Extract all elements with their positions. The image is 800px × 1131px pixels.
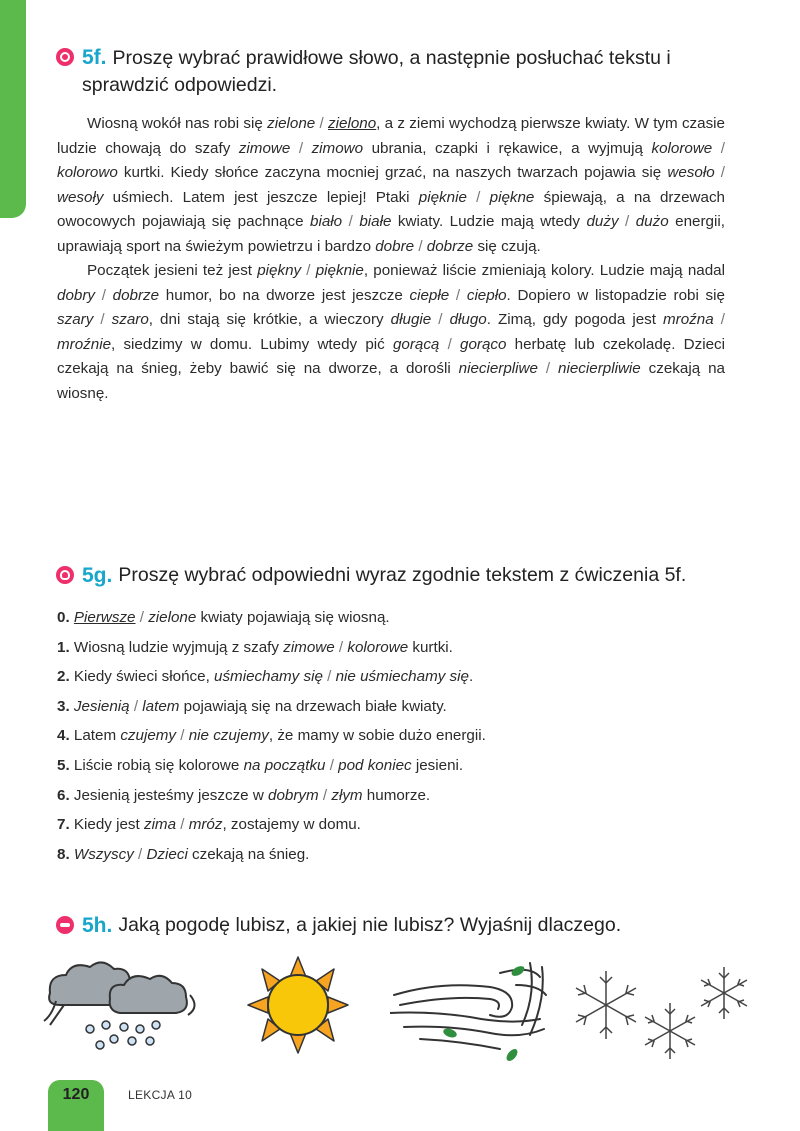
option-separator: / xyxy=(135,609,149,626)
text-segment: humor, bo na dworze jest jeszcze xyxy=(159,286,410,304)
item-number: 7. xyxy=(57,816,74,834)
sun-icon xyxy=(236,955,360,1055)
word-option: ciepło xyxy=(466,286,507,304)
option-separator: / xyxy=(301,262,316,279)
text-segment: . Dopiero w listopadzie robi się xyxy=(506,286,725,304)
speak-icon xyxy=(56,916,74,934)
word-option: na początku xyxy=(243,756,326,774)
text-segment: Jesienią jesteśmy jeszcze w xyxy=(73,786,269,804)
text-segment: , że mamy w sobie dużo energii. xyxy=(268,727,486,745)
list-item[interactable] xyxy=(57,662,757,692)
text-segment: ubrania, czapki i rękawice, a wyjmują xyxy=(363,139,652,157)
text-segment: . xyxy=(468,668,474,686)
text-segment: Wiosną ludzie wyjmują z szafy xyxy=(73,638,284,656)
word-option: zielone xyxy=(148,609,197,626)
word-option: pięknie xyxy=(315,262,364,279)
word-option: latem xyxy=(142,697,180,715)
option-separator: / xyxy=(466,188,490,206)
list-item[interactable] xyxy=(57,781,757,811)
word-option: kolorowe xyxy=(347,638,409,656)
item-number: 0. xyxy=(57,609,74,626)
word-option: szaro xyxy=(111,311,149,328)
list-item[interactable] xyxy=(57,840,757,870)
weather-illustrations xyxy=(40,955,760,1065)
text-segment: śpiewają, a na drzewach owocowych pojawiają się pachnące xyxy=(57,188,725,230)
word-option: zimowe xyxy=(238,139,291,157)
text-segment: Latem xyxy=(73,727,121,745)
text-segment: humorze. xyxy=(362,786,431,804)
word-option: niecierpliwe xyxy=(458,360,538,377)
wind-icon xyxy=(390,955,550,1065)
read-icon xyxy=(56,566,74,584)
text-segment: czekają na śnieg. xyxy=(187,845,310,863)
exercise-instruction-cont: sprawdzić odpowiedzi. xyxy=(82,74,278,96)
word-option: dobry xyxy=(57,286,95,304)
paragraph-spring-summer xyxy=(57,112,725,259)
text-segment: . Zimą, gdy pogoda jest xyxy=(486,311,664,328)
exercise-instruction: Proszę wybrać odpowiedni wyraz zgodnie tekstem z ćwiczenia 5f. xyxy=(118,564,687,586)
word-option: dużo xyxy=(635,213,669,230)
text-segment: Wiosną wokół nas robi się xyxy=(87,115,268,132)
item-number: 8. xyxy=(57,845,74,863)
word-option: nie uśmiechamy się xyxy=(335,668,469,686)
text-5f xyxy=(57,112,725,406)
lesson-label: LEKCJA 10 xyxy=(128,1088,193,1102)
word-option: gorąco xyxy=(460,335,507,353)
word-option: duży xyxy=(586,213,619,230)
word-option: kolorowe xyxy=(651,139,713,157)
option-separator: / xyxy=(537,360,559,377)
text-segment: Początek jesieni też jest xyxy=(87,262,258,279)
word-option: Wszyscy xyxy=(73,845,134,863)
word-option: pod koniec xyxy=(338,756,412,774)
word-option: szary xyxy=(57,311,94,328)
option-separator: / xyxy=(325,756,339,774)
item-number: 3. xyxy=(57,697,74,715)
exercise-number: 5f. xyxy=(82,46,107,69)
list-item[interactable] xyxy=(57,751,757,781)
exercise-instruction: Proszę wybrać prawidłowe słowo, a następnie posłuchać tekstu i xyxy=(112,47,671,69)
word-option: piękne xyxy=(489,188,535,206)
text-segment: Kiedy jest xyxy=(73,816,144,834)
option-separator: / xyxy=(315,115,329,132)
word-option: niecierpliwie xyxy=(558,360,641,377)
text-segment: czekają na wiosnę. xyxy=(57,360,725,402)
option-separator: / xyxy=(618,213,636,230)
exercise-5f-header xyxy=(56,44,756,99)
word-option: mroźna xyxy=(663,311,714,328)
item-number: 5. xyxy=(57,756,74,774)
option-separator: / xyxy=(129,697,143,715)
text-segment: Liście robią się kolorowe xyxy=(73,756,244,774)
option-separator: / xyxy=(342,213,360,230)
word-option: kolorowo xyxy=(57,164,118,181)
word-option: piękny xyxy=(257,262,302,279)
option-separator: / xyxy=(431,311,450,328)
text-segment: kurtki. xyxy=(408,638,453,656)
text-segment: kwiaty. Ludzie mają wtedy xyxy=(391,213,587,230)
chapter-tab xyxy=(0,0,26,218)
item-number: 4. xyxy=(57,727,74,745)
word-option: długie xyxy=(390,311,432,328)
list-item[interactable] xyxy=(57,633,757,663)
text-segment: , dni stają się krótkie, a wieczory xyxy=(148,311,391,328)
option-separator: / xyxy=(322,668,336,686)
word-option: ciepłe xyxy=(409,286,450,304)
word-option: mroźnie xyxy=(57,335,112,353)
option-separator: / xyxy=(713,311,725,328)
word-option: gorącą xyxy=(392,335,440,353)
option-separator: / xyxy=(449,286,467,304)
option-separator: / xyxy=(95,286,113,304)
word-option: dobrze xyxy=(426,237,474,255)
text-segment: kwiaty pojawiają się wiosną. xyxy=(196,609,390,626)
text-segment: się czują. xyxy=(473,237,541,255)
word-option-selected: Pierwsze xyxy=(73,609,136,626)
item-number: 1. xyxy=(57,638,74,656)
word-option: pięknie xyxy=(418,188,467,206)
text-segment: , a z ziemi wychodzą pierwsze kwiaty. W tym czasie ludzie chowają do szafy xyxy=(57,115,725,157)
word-option: białe xyxy=(359,213,392,230)
word-option: uśmiechamy się xyxy=(214,668,323,686)
exercise-number: 5h. xyxy=(82,914,113,937)
option-separator: / xyxy=(318,786,332,804)
text-segment: , zostajemy w domu. xyxy=(222,816,361,834)
list-item[interactable] xyxy=(57,721,757,751)
exercise-5g-header xyxy=(56,562,686,589)
option-separator: / xyxy=(414,237,427,255)
word-option: długo xyxy=(449,311,487,328)
text-segment: Kiedy świeci słońce, xyxy=(73,668,215,686)
word-option: Dzieci xyxy=(146,845,188,863)
page-number: 120 xyxy=(48,1080,104,1131)
exercise-instruction: Jaką pogodę lubisz, a jakiej nie lubisz? Wyjaśnij dlaczego. xyxy=(118,914,622,936)
word-option: czujemy xyxy=(120,727,177,745)
word-option: wesoło xyxy=(667,164,715,181)
word-option: dobre xyxy=(375,237,415,255)
option-separator: / xyxy=(133,845,147,863)
answer-list xyxy=(57,603,757,869)
word-option: nie czujemy xyxy=(188,727,269,745)
word-option-selected: zielono xyxy=(328,115,377,132)
text-segment: energii, uprawiają sport na świeżym powietrzu i bardzo xyxy=(57,213,725,255)
option-separator: / xyxy=(176,816,189,834)
text-segment: kurtki. Kiedy słońce zaczyna mocniej grzać, na naszych twarzach pojawia się xyxy=(117,164,668,181)
list-item[interactable] xyxy=(57,692,757,722)
text-segment: , ponieważ liście zmieniają kolory. Ludzie mają nadal xyxy=(363,262,725,279)
option-separator: / xyxy=(714,164,725,181)
text-segment: pojawiają się na drzewach białe kwiaty. xyxy=(179,697,447,715)
exercise-5h-header xyxy=(56,912,621,939)
listen-icon xyxy=(56,48,74,66)
option-separator: / xyxy=(290,139,312,157)
text-segment: herbatę lub czekoladę. Dzieci czekają na śnieg, żeby bawić się na dworze, a dorośli xyxy=(57,335,725,377)
option-separator: / xyxy=(439,335,461,353)
word-option: złym xyxy=(331,786,363,804)
paragraph-autumn-winter xyxy=(57,259,725,406)
option-separator: / xyxy=(712,139,725,157)
option-separator: / xyxy=(334,638,348,656)
word-option: Jesienią xyxy=(73,697,130,715)
word-option: biało xyxy=(310,213,343,230)
list-item[interactable] xyxy=(57,603,757,633)
item-number: 6. xyxy=(57,786,74,804)
word-option: dobrze xyxy=(112,286,160,304)
exercise-number: 5g. xyxy=(82,564,113,587)
word-option: zima xyxy=(143,816,177,834)
option-separator: / xyxy=(93,311,112,328)
hail-cloud-icon xyxy=(40,955,200,1055)
word-option: wesoły xyxy=(57,188,104,206)
item-number: 2. xyxy=(57,668,74,686)
word-option: dobrym xyxy=(268,786,319,804)
word-option: zimowo xyxy=(311,139,364,157)
text-segment: , siedzimy w domu. Lubimy wtedy pić xyxy=(111,335,393,353)
word-option: mróz xyxy=(188,816,223,834)
option-separator: / xyxy=(176,727,189,745)
word-option: zimowe xyxy=(283,638,335,656)
list-item[interactable] xyxy=(57,810,757,840)
word-option: zielone xyxy=(267,115,316,132)
text-segment: uśmiech. Latem jest jeszcze lepiej! Ptaki xyxy=(103,188,419,206)
text-segment: jesieni. xyxy=(411,756,464,774)
snowflakes-icon xyxy=(570,955,760,1065)
